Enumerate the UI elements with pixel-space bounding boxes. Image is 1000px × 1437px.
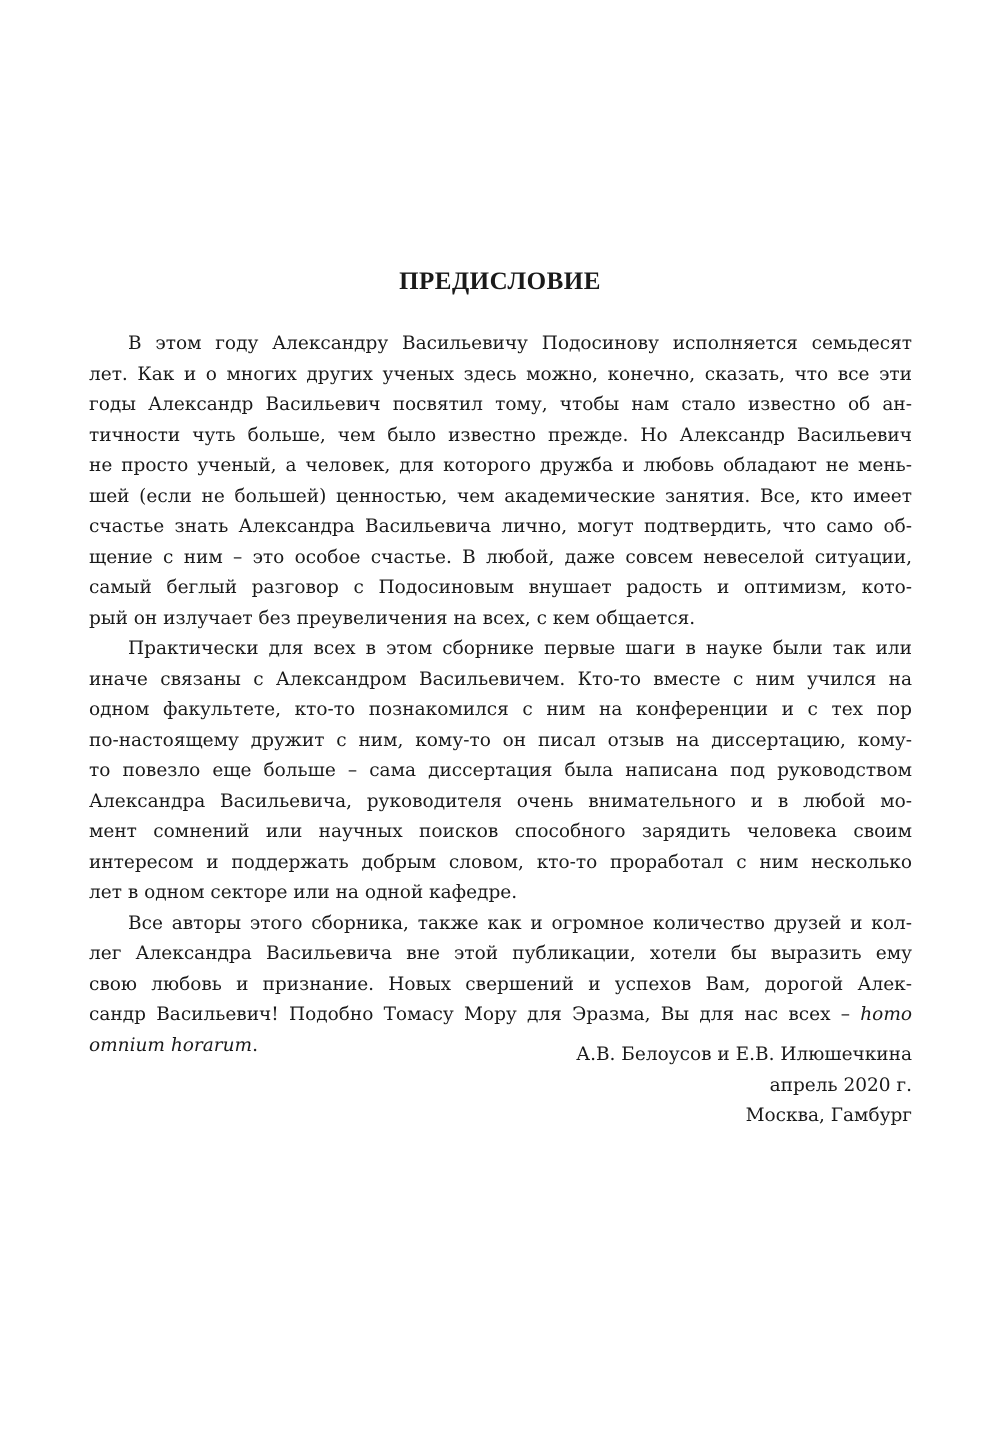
text-line: то повезло еще больше – сама диссертация была написана под руководством xyxy=(89,760,912,781)
signature-authors: А.В. Белоусов и Е.В. Илюшечкина xyxy=(576,1044,912,1065)
text-line: шей (если не большей) ценностью, чем академические занятия. Все, кто имеет xyxy=(89,485,912,507)
latin-phrase-start: homo xyxy=(860,1004,912,1025)
text-line: интересом и поддержать добрым словом, кто-то проработал с ним несколько xyxy=(89,851,912,873)
text-line: самый беглый разговор с Подосиновым внушает радость и оптимизм, кото- xyxy=(89,577,912,598)
text-line: Практически для всех в этом сборнике первые шаги в науке были так или xyxy=(128,638,912,659)
page-title: ПРЕДИСЛОВИЕ xyxy=(399,268,601,295)
text-line: иначе связаны с Александром Васильевичем. Кто-то вместе с ним учился на xyxy=(89,668,912,690)
latin-phrase-end: omnium horarum xyxy=(89,1034,253,1056)
text-line: Все авторы этого сборника, также как и огромное количество друзей и кол- xyxy=(128,912,912,934)
text-line: лет в одном секторе или на одной кафедре. xyxy=(89,882,518,903)
preface-body xyxy=(89,329,912,1061)
signature-date: апрель 2020 г. xyxy=(769,1074,912,1096)
text-line: одном факультете, кто-то познакомился с ним на конференции и с тех пор xyxy=(89,699,912,720)
paragraph-3 xyxy=(89,909,912,1062)
text-line: свою любовь и признание. Новых свершений и успехов Вам, дорогой Алек- xyxy=(89,973,912,995)
text-line: мент сомнений или научных поисков способного зарядить человека своим xyxy=(89,821,912,842)
text-line-main: сандр Васильевич! Подобно Томасу Мору для Эразма, Вы для нас всех – xyxy=(89,1004,851,1025)
paragraph-1 xyxy=(89,329,912,634)
final-period: . xyxy=(252,1034,258,1056)
text-line: по-настоящему дружит с ним, кому-то он писал отзыв на диссертацию, кому- xyxy=(89,729,912,751)
text-line: щение с ним – это особое счастье. В любой, даже совсем невеселой ситуации, xyxy=(89,546,912,568)
text-line: тичности чуть больше, чем было известно прежде. Но Александр Васильевич xyxy=(89,424,912,446)
text-line: счастье знать Александра Васильевича лично, могут подтвердить, что само об- xyxy=(89,516,912,537)
text-line: лет. Как и о многих других ученых здесь можно, конечно, сказать, что все эти xyxy=(89,363,912,385)
text-line: рый он излучает без преувеличения на всех, с кем общается. xyxy=(89,607,696,629)
text-line-with-latin xyxy=(89,1000,912,1031)
signature-place: Москва, Гамбург xyxy=(745,1105,912,1126)
paragraph-2 xyxy=(89,634,912,909)
signature-block xyxy=(412,1040,912,1132)
text-line: В этом году Александру Васильевичу Подосинову исполняется семьдесят xyxy=(128,333,912,354)
text-line: Александра Васильевича, руководителя очень внимательного и в любой мо- xyxy=(89,790,912,812)
text-line: годы Александр Васильевич посвятил тому, чтобы нам стало известно об ан- xyxy=(89,394,912,415)
text-line: лег Александра Васильевича вне этой публикации, хотели бы выразить ему xyxy=(89,943,912,964)
text-line: не просто ученый, а человек, для которого дружба и любовь обладают не мень- xyxy=(89,455,912,476)
